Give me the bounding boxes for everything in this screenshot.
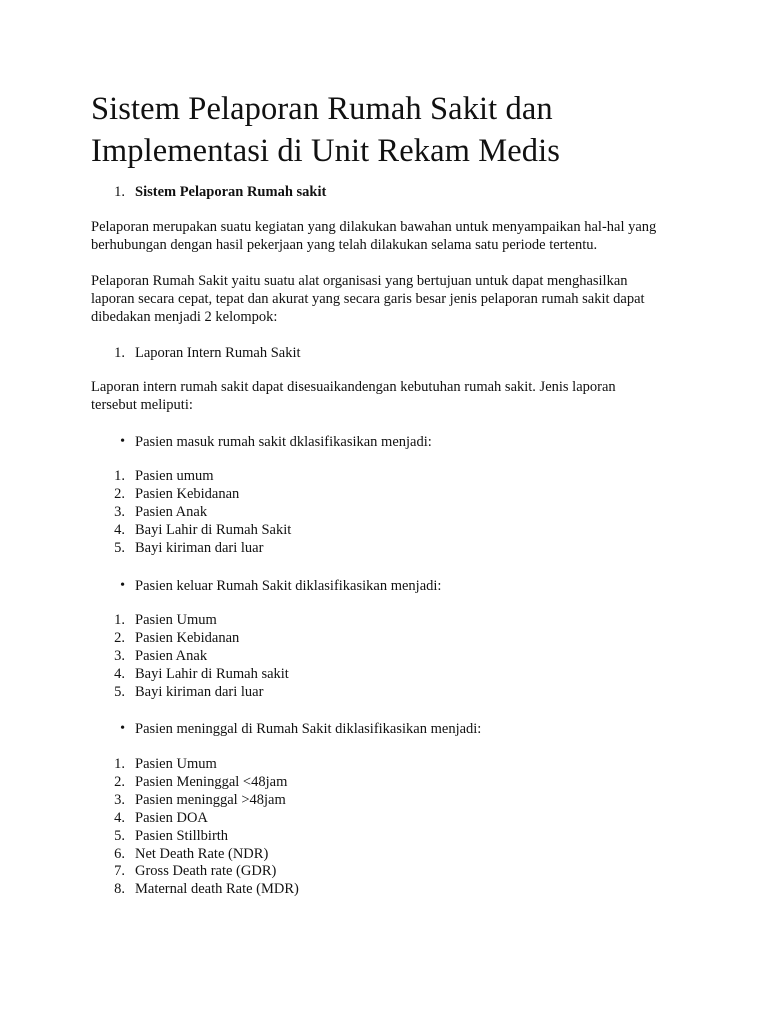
list-item [91, 828, 299, 846]
list-item-text: Pasien Kebidanan [135, 485, 240, 502]
section-number: 1. [114, 184, 125, 200]
list-item-number: 7. [114, 863, 125, 880]
bullet-item-patients-deceased [91, 720, 481, 738]
list-item-text: Net Death Rate (NDR) [135, 845, 269, 862]
list-item [91, 612, 289, 630]
bullet-icon: • [120, 434, 125, 449]
list-item-number: 3. [114, 791, 125, 808]
section-heading [91, 183, 326, 201]
paragraph-2-line-3: dibedakan menjadi 2 kelompok: [91, 309, 278, 325]
list-patients-deceased [91, 756, 299, 899]
bullet-icon: • [120, 578, 125, 593]
list-item-number: 4. [114, 521, 125, 538]
list-item [91, 468, 291, 486]
list-item [91, 504, 291, 522]
paragraph-1-line-2: berhubungan dengan hasil pekerjaan yang telah dilakukan selama satu periode tertentu. [91, 237, 598, 253]
list-item [91, 666, 289, 684]
list-item-text: Pasien DOA [135, 809, 208, 826]
bullet-item-patients-admitted [91, 433, 432, 451]
list-patients-admitted [91, 468, 291, 558]
paragraph-3-line-2: tersebut meliputi: [91, 397, 193, 413]
document-page [91, 88, 691, 898]
list-item-number: 3. [114, 647, 125, 664]
list-item-number: 4. [114, 665, 125, 682]
section-heading-text: Sistem Pelaporan Rumah sakit [135, 184, 327, 200]
list-item-text: Bayi Lahir di Rumah sakit [135, 665, 289, 682]
list-item-number: 5. [114, 683, 125, 700]
list-item-number: 3. [114, 503, 125, 520]
list-item-number: 5. [114, 827, 125, 844]
list-item-text: Pasien meninggal >48jam [135, 791, 286, 808]
list-item [91, 792, 299, 810]
page-title [91, 88, 691, 172]
page-title-line-2: Implementasi di Unit Rekam Medis [91, 133, 560, 169]
list-item [91, 486, 291, 504]
list-item-number: 2. [114, 629, 125, 646]
list-item [91, 648, 289, 666]
subsection-heading-text: Laporan Intern Rumah Sakit [135, 345, 301, 361]
list-item-number: 1. [114, 468, 125, 484]
subsection-number: 1. [114, 345, 125, 361]
bullet-text: Pasien meninggal di Rumah Sakit diklasifikasikan menjadi: [135, 721, 482, 737]
list-item-number: 6. [114, 845, 125, 862]
list-patients-discharged [91, 612, 289, 702]
bullet-icon: • [120, 721, 125, 736]
list-item [91, 540, 291, 558]
list-item-text: Pasien Anak [135, 647, 208, 664]
list-item [91, 810, 299, 828]
paragraph-2 [91, 272, 691, 326]
paragraph-2-line-2: laporan secara cepat, tepat dan akurat yang secara garis besar jenis pelaporan rumah sakit dapat [91, 291, 645, 307]
list-item-number: 5. [114, 539, 125, 556]
page-title-line-1: Sistem Pelaporan Rumah Sakit dan [91, 91, 553, 127]
list-item [91, 881, 299, 899]
list-item-text: Pasien Stillbirth [135, 827, 229, 844]
list-item-text: Maternal death Rate (MDR) [135, 881, 299, 898]
paragraph-1-line-1: Pelaporan merupakan suatu kegiatan yang dilakukan bawahan untuk menyampaikan hal-hal yang [91, 219, 657, 235]
list-item [91, 774, 299, 792]
list-item-text: Bayi kiriman dari luar [135, 683, 264, 700]
list-item-number: 2. [114, 773, 125, 790]
list-item [91, 522, 291, 540]
list-item [91, 863, 299, 881]
list-item [91, 630, 289, 648]
bullet-text: Pasien masuk rumah sakit dklasifikasikan menjadi: [135, 434, 432, 450]
list-item-text: Pasien umum [135, 468, 214, 484]
list-item-text: Pasien Meninggal <48jam [135, 773, 288, 790]
subsection-heading [91, 344, 301, 362]
list-item-text: Bayi kiriman dari luar [135, 539, 264, 556]
list-item [91, 684, 289, 702]
list-item-text: Pasien Umum [135, 756, 217, 772]
paragraph-1 [91, 218, 691, 254]
list-item-text: Gross Death rate (GDR) [135, 863, 277, 880]
list-item-text: Bayi Lahir di Rumah Sakit [135, 521, 292, 538]
list-item-number: 4. [114, 809, 125, 826]
bullet-item-patients-discharged [91, 577, 441, 595]
list-item [91, 756, 299, 774]
list-item-number: 8. [114, 881, 125, 898]
bullet-text: Pasien keluar Rumah Sakit diklasifikasikan menjadi: [135, 578, 442, 594]
list-item-text: Pasien Anak [135, 503, 208, 520]
list-item-number: 2. [114, 485, 125, 502]
list-item [91, 846, 299, 864]
list-item-text: Pasien Umum [135, 612, 217, 628]
list-item-number: 1. [114, 612, 125, 628]
paragraph-3 [91, 378, 691, 414]
paragraph-3-line-1: Laporan intern rumah sakit dapat disesuaikandengan kebutuhan rumah sakit. Jenis laporan [91, 379, 616, 395]
list-item-text: Pasien Kebidanan [135, 629, 240, 646]
paragraph-2-line-1: Pelaporan Rumah Sakit yaitu suatu alat organisasi yang bertujuan untuk dapat menghasilkan [91, 273, 628, 289]
list-item-number: 1. [114, 756, 125, 772]
